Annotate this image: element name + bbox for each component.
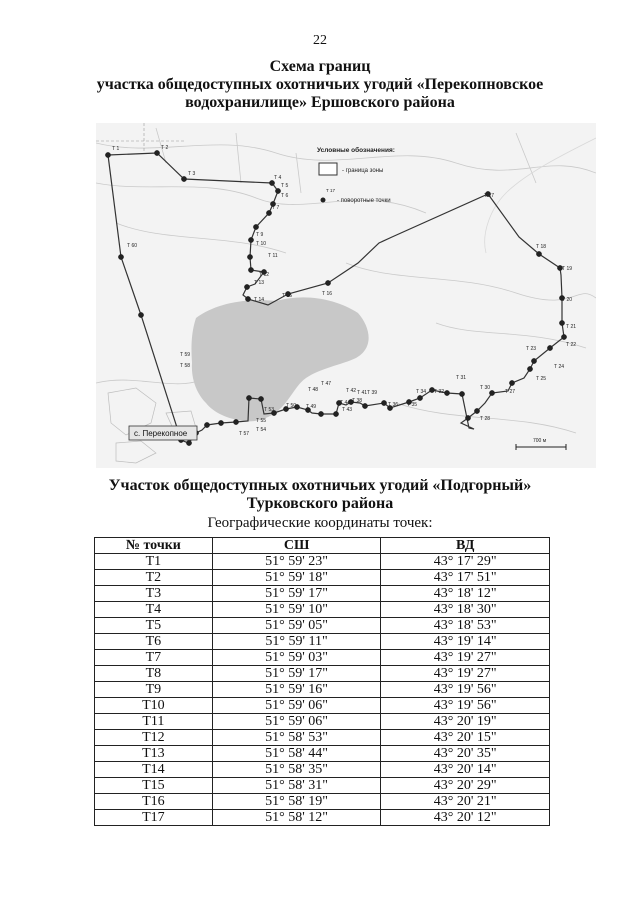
table-row — [95, 618, 550, 634]
table-row — [95, 666, 550, 682]
map-point — [181, 176, 186, 181]
cell-point-number: Т1 — [95, 554, 213, 570]
map-point-label: Т 47 — [321, 381, 332, 387]
map-point — [527, 366, 532, 371]
map-point — [138, 312, 143, 317]
cell-longitude: 43° 18' 30" — [381, 602, 550, 618]
map-point-label: Т 13 — [254, 280, 265, 286]
map-point-label: Т 7 — [272, 205, 280, 211]
map-point-label: Т 34 — [416, 389, 427, 395]
map-point — [459, 391, 464, 396]
section-title-line-2: Турковского района — [246, 495, 394, 512]
cell-point-number: Т13 — [95, 746, 213, 762]
map-point-label: Т 18 — [536, 244, 547, 250]
table-row — [95, 778, 550, 794]
cell-longitude: 43° 19' 14" — [381, 634, 550, 650]
map-point-label: Т 3 — [188, 171, 196, 177]
map-point — [248, 267, 253, 272]
map-point-label: Т 24 — [554, 364, 565, 370]
map-point-label: Т 55 — [256, 418, 267, 424]
cell-longitude: 43° 20' 12" — [381, 810, 550, 826]
legend-zone-label: - граница зоны — [342, 168, 384, 174]
cell-latitude: 51° 59' 05" — [212, 618, 381, 634]
cell-point-number: Т16 — [95, 794, 213, 810]
table-row — [95, 810, 550, 826]
coordinates-table-body — [95, 554, 550, 826]
map-point — [245, 296, 250, 301]
map-point — [258, 396, 263, 401]
map-point — [118, 254, 123, 259]
map-point — [489, 390, 494, 395]
legend-zone-symbol — [319, 163, 337, 175]
cell-point-number: Т2 — [95, 570, 213, 586]
map-point — [154, 150, 159, 155]
table-row — [95, 730, 550, 746]
map-point-label: Т 58 — [180, 363, 191, 369]
cell-longitude: 43° 19' 27" — [381, 666, 550, 682]
cell-longitude: 43° 17' 51" — [381, 570, 550, 586]
map-point — [204, 422, 209, 427]
cell-longitude: 43° 19' 27" — [381, 650, 550, 666]
cell-latitude: 51° 59' 10" — [212, 602, 381, 618]
map-point-label: Т 6 — [281, 193, 289, 199]
map-point-label: Т 2 — [161, 145, 169, 151]
header-longitude: ВД — [381, 538, 550, 554]
cell-point-number: Т3 — [95, 586, 213, 602]
map-point — [253, 224, 258, 229]
cell-point-number: Т4 — [95, 602, 213, 618]
cell-point-number: Т6 — [95, 634, 213, 650]
cell-point-number: Т5 — [95, 618, 213, 634]
map-point — [561, 334, 566, 339]
map-point — [269, 180, 274, 185]
map-point-label: Т 44 — [340, 400, 351, 406]
map-point-label: Т 53 — [264, 407, 275, 413]
map-point — [248, 237, 253, 242]
map-point-label: Т 43 — [342, 407, 353, 413]
map-point-label: Т 39 — [367, 390, 378, 396]
map-point-label: Т 9 — [256, 232, 264, 238]
table-row — [95, 698, 550, 714]
cell-latitude: 51° 58' 44" — [212, 746, 381, 762]
map-point-label: Т 42 — [346, 388, 357, 394]
map-point-label: Т 10 — [256, 241, 267, 247]
map-point — [333, 411, 338, 416]
map-point-label: Т 22 — [566, 342, 577, 348]
header-latitude: СШ — [212, 538, 381, 554]
map-point — [509, 380, 514, 385]
legend-point-sample: Т 17 — [326, 188, 336, 193]
map-point-label: Т 36 — [388, 402, 399, 408]
cell-longitude: 43° 20' 19" — [381, 714, 550, 730]
cell-longitude: 43° 20' 14" — [381, 762, 550, 778]
header-point-number: № точки — [95, 538, 213, 554]
table-row — [95, 554, 550, 570]
table-row — [95, 714, 550, 730]
map-point-label: Т 35 — [407, 402, 418, 408]
map-point — [105, 152, 110, 157]
cell-longitude: 43° 19' 56" — [381, 698, 550, 714]
scale-label: 700 м — [533, 438, 547, 444]
map-point-label: Т 49 — [306, 404, 317, 410]
map-point-label: Т 11 — [268, 253, 278, 259]
cell-point-number: Т14 — [95, 762, 213, 778]
cell-latitude: 51° 58' 31" — [212, 778, 381, 794]
table-row — [95, 762, 550, 778]
map-point — [531, 358, 536, 363]
cell-latitude: 51° 59' 03" — [212, 650, 381, 666]
map-point — [186, 440, 191, 445]
cell-longitude: 43° 18' 53" — [381, 618, 550, 634]
map-point — [275, 188, 280, 193]
cell-longitude: 43° 18' 12" — [381, 586, 550, 602]
table-row — [95, 586, 550, 602]
map-point — [536, 251, 541, 256]
legend-point-symbol — [321, 198, 326, 203]
map-point-label: Т 54 — [256, 427, 267, 433]
map-title-line-2: участка общедоступных охотничьих угодий «Перекопновское — [96, 76, 544, 93]
map-point-label: Т 16 — [322, 291, 333, 297]
map-point-label: Т 20 — [562, 297, 573, 303]
table-row — [95, 746, 550, 762]
map-point-label: Т 41 — [357, 390, 368, 396]
map-point — [465, 415, 470, 420]
map-point — [547, 345, 552, 350]
map-point-label: Т 5 — [281, 183, 289, 189]
map-point — [444, 390, 449, 395]
cell-longitude: 43° 20' 35" — [381, 746, 550, 762]
cell-latitude: 51° 59' 18" — [212, 570, 381, 586]
map-point — [559, 320, 564, 325]
cell-latitude: 51° 59' 17" — [212, 586, 381, 602]
map-point — [246, 395, 251, 400]
table-row — [95, 570, 550, 586]
cell-latitude: 51° 59' 17" — [212, 666, 381, 682]
cell-point-number: Т12 — [95, 730, 213, 746]
map-point-label: Т 27 — [505, 389, 516, 395]
table-row — [95, 602, 550, 618]
map-point-label: Т 12 — [259, 272, 270, 278]
cell-latitude: 51° 59' 06" — [212, 698, 381, 714]
map-point-label: Т 31 — [456, 375, 467, 381]
map-point-label: Т 32 — [434, 389, 445, 395]
cell-point-number: Т8 — [95, 666, 213, 682]
cell-latitude: 51° 58' 35" — [212, 762, 381, 778]
cell-point-number: Т11 — [95, 714, 213, 730]
map-point — [381, 400, 386, 405]
cell-point-number: Т17 — [95, 810, 213, 826]
cell-point-number: Т9 — [95, 682, 213, 698]
map-point — [218, 420, 223, 425]
legend-point-label: - поворотные точки — [337, 198, 391, 204]
table-row — [95, 650, 550, 666]
map-point-label: Т 28 — [480, 416, 491, 422]
section-title — [0, 477, 640, 513]
map-point-label: Т 60 — [127, 243, 138, 249]
map-point-label: Т 14 — [254, 297, 265, 303]
cell-longitude: 43° 19' 56" — [381, 682, 550, 698]
map-point — [247, 254, 252, 259]
map-point-label: Т 38 — [352, 398, 363, 404]
map-point-label: Т 1 — [112, 146, 120, 152]
map-point-label: Т 23 — [526, 346, 537, 352]
boundary-map — [96, 123, 596, 468]
map-point-label: Т 15 — [282, 293, 293, 299]
cell-longitude: 43° 17' 29" — [381, 554, 550, 570]
cell-latitude: 51° 58' 53" — [212, 730, 381, 746]
table-header-row — [95, 538, 550, 554]
cell-latitude: 51° 59' 16" — [212, 682, 381, 698]
settlement-label-box — [129, 426, 197, 440]
cell-latitude: 51° 58' 19" — [212, 794, 381, 810]
cell-longitude: 43° 20' 15" — [381, 730, 550, 746]
cell-latitude: 51° 59' 11" — [212, 634, 381, 650]
cell-longitude: 43° 20' 21" — [381, 794, 550, 810]
map-point — [244, 284, 249, 289]
legend-title: Условные обозначения: — [317, 147, 395, 154]
map-point-label: Т 30 — [480, 385, 491, 391]
map-point — [233, 419, 238, 424]
map-point-label: Т 17 — [484, 193, 495, 199]
coordinates-caption: Географические координаты точек: — [207, 515, 433, 531]
map-point — [325, 280, 330, 285]
cell-latitude: 51° 59' 23" — [212, 554, 381, 570]
map-point-label: Т 57 — [239, 431, 250, 437]
map-title — [0, 58, 640, 112]
map-title-line-1: Схема границ — [269, 58, 371, 75]
table-row — [95, 682, 550, 698]
map-point-label: Т 25 — [536, 376, 547, 382]
table-row — [95, 794, 550, 810]
table-row — [95, 634, 550, 650]
coordinates-table — [94, 537, 550, 826]
cell-point-number: Т10 — [95, 698, 213, 714]
settlement-label: с. Перекопное — [134, 429, 188, 438]
map-point — [362, 403, 367, 408]
map-point-label: Т 21 — [566, 324, 577, 330]
cell-point-number: Т15 — [95, 778, 213, 794]
map-point-label: Т 4 — [274, 175, 282, 181]
map-point-label: Т 48 — [308, 387, 319, 393]
map-title-line-3: водохранилище» Ершовского района — [185, 94, 455, 111]
cell-point-number: Т7 — [95, 650, 213, 666]
map-point — [318, 411, 323, 416]
page-number: 22 — [313, 33, 327, 48]
cell-latitude: 51° 59' 06" — [212, 714, 381, 730]
map-point — [266, 210, 271, 215]
map-point-label: Т 50 — [286, 403, 297, 409]
map-point — [474, 408, 479, 413]
map-point-label: Т 59 — [180, 352, 191, 358]
map-point-label: Т 19 — [562, 266, 573, 272]
section-title-line-1: Участок общедоступных охотничьих угодий «Подгорный» — [108, 477, 532, 494]
cell-latitude: 51° 58' 12" — [212, 810, 381, 826]
cell-longitude: 43° 20' 29" — [381, 778, 550, 794]
map-point — [417, 395, 422, 400]
